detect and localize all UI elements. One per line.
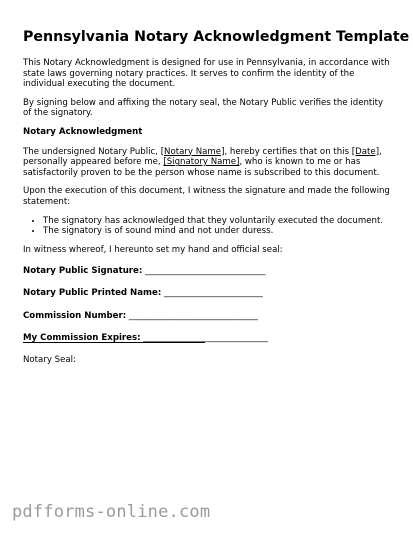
date-placeholder: [Date] [351,146,380,157]
commission-number-line: ______________________________ [128,310,258,321]
witness-paragraph: In witness whereof, I hereunto set my hand and official seal: [23,244,283,255]
list-item: • The signatory has acknowledged that they voluntarily executed the document. [43,216,391,227]
cert-text-2: , hereby certifies that on this [224,146,352,157]
seal-label: Notary Seal: [23,354,76,365]
document-title: Pennsylvania Notary Acknowledgment Template [23,29,410,45]
cert-text-4: , who is known to me or has satisfactorily proven to be the person whose name is subscribed to this document. [23,157,380,178]
intro-paragraph: This Notary Acknowledgment is designed for use in Pennsylvania, in accordance with state laws governing notary practices. It serves to confirm the identity of the individual executing the document. [23,58,390,90]
statement-list [23,216,391,237]
printed-name-line: _______________________ [164,288,263,299]
watermark: pdfforms-online.com [12,502,211,522]
printed-name-field [23,288,391,299]
notary-name-placeholder: [Notary Name] [160,146,225,157]
cert-text-1: The undersigned Notary Public, [23,146,161,157]
commission-number-label: Commission Number: [23,310,127,321]
section-title: Notary Acknowledgment [23,126,143,137]
certification-paragraph [23,147,391,179]
printed-name-label: Notary Public Printed Name: [23,288,162,299]
commission-expires-line: _____________________________ [143,332,268,343]
signature-label: Notary Public Signature: [23,266,143,277]
commission-expires-label: My Commission Expires: [23,332,141,343]
commission-number-field [23,311,391,322]
seal-signature-rule [23,342,205,343]
cert-text-3: , personally appeared before me, [23,146,382,168]
execution-paragraph: Upon the execution of this document, I witness the signature and made the following statement: [23,186,390,207]
signatory-name-placeholder: [Signatory Name] [163,157,240,168]
signature-field [23,266,391,277]
list-item: • The signatory is of sound mind and not under duress. [43,226,391,237]
signature-line: ____________________________ [145,266,266,277]
document-content [23,28,410,365]
verify-paragraph: By signing below and affixing the notary seal, the Notary Public verifies the identity of the signatory. [23,97,384,119]
